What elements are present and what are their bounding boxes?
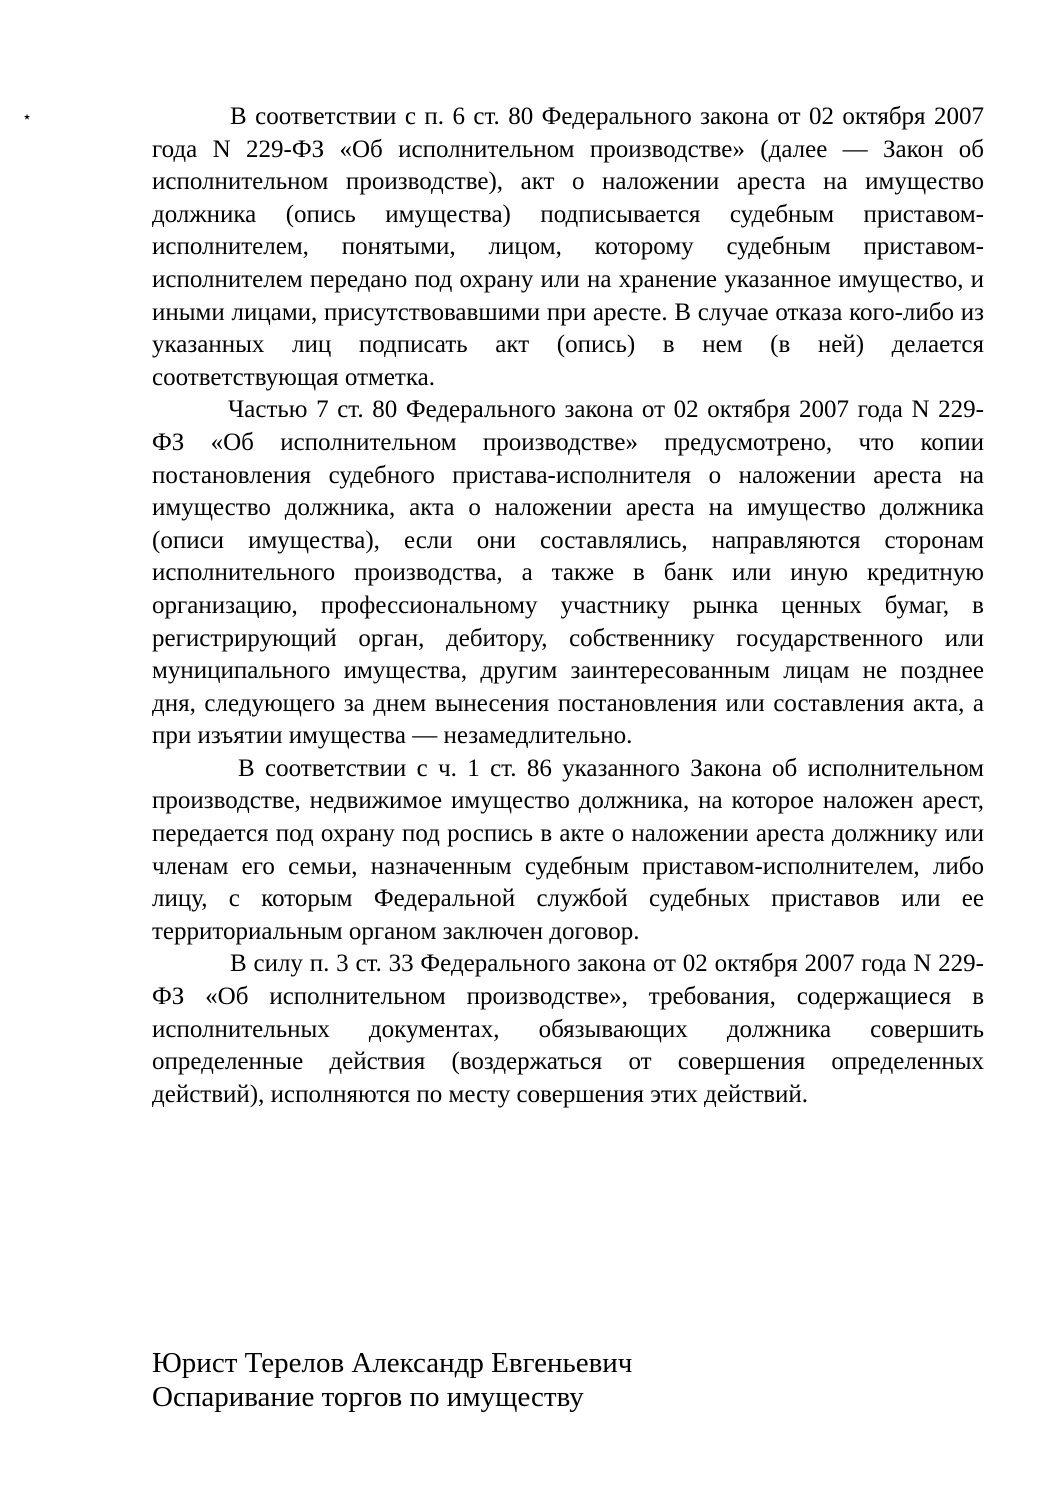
- document-body: [152, 101, 984, 1111]
- star-marker-icon: ⋆: [22, 109, 33, 126]
- author-topic: Оспаривание торгов по имуществу: [152, 1381, 584, 1413]
- author-name: Юрист Терелов Александр Евгеньевич: [152, 1347, 633, 1379]
- paragraph-2: Частью 7 ст. 80 Федерального закона от 02 октября 2007 года N 229-ФЗ «Об исполнительном производстве» предусмотрено, что копии постановления судебного пристава-исполнителя о наложении ареста на имущество должника, акта о наложении ареста на имущество должника (описи имущества), если они составлялись, направляются сторонам исполнительного производства, а также в банк или иную кредитную организацию, профессиональному участнику рынка ценных бумаг, в регистрирующий орган, дебитору, собственнику государственного или муниципального имущества, другим заинтересованным лицам не позднее дня, следующего за днем вынесения постановления или составления акта, а при изъятии имущества — незамедлительно.: [152, 396, 984, 750]
- paragraph-4: В силу п. 3 ст. 33 Федерального закона от 02 октября 2007 года N 229-ФЗ «Об исполнительном производстве», требования, содержащиеся в исполнительных документах, обязывающих должника совершить определенные действия (воздержаться от совершения определенных действий), исполняются по месту совершения этих действий.: [152, 950, 984, 1108]
- signature-block: [152, 1346, 1012, 1414]
- paragraph-1: В соответствии с п. 6 ст. 80 Федерального закона от 02 октября 2007 года N 229-ФЗ «Об исполнительном производстве» (далее — Закон об исполнительном производстве), акт о наложении ареста на имущество должника (опись имущества) подписывается судебным приставом-исполнителем, понятыми, лицом, которому судебным приставом-исполнителем передано под охрану или на хранение указанное имущество, и иными лицами, присутствовавшими при аресте. В случае отказа кого-либо из указанных лиц подписать акт (опись) в нем (в ней) делается соответствующая отметка.: [152, 103, 984, 391]
- paragraph-3: В соответствии с ч. 1 ст. 86 указанного Закона об исполнительном производстве, недвижимое имущество должника, на которое наложен арест, передается под охрану под роспись в акте о наложении ареста должнику или членам его семьи, назначенным судебным приставом-исполнителем, либо лицу, с которым Федеральной службой судебных приставов или ее территориальным органом заключен договор.: [152, 754, 984, 945]
